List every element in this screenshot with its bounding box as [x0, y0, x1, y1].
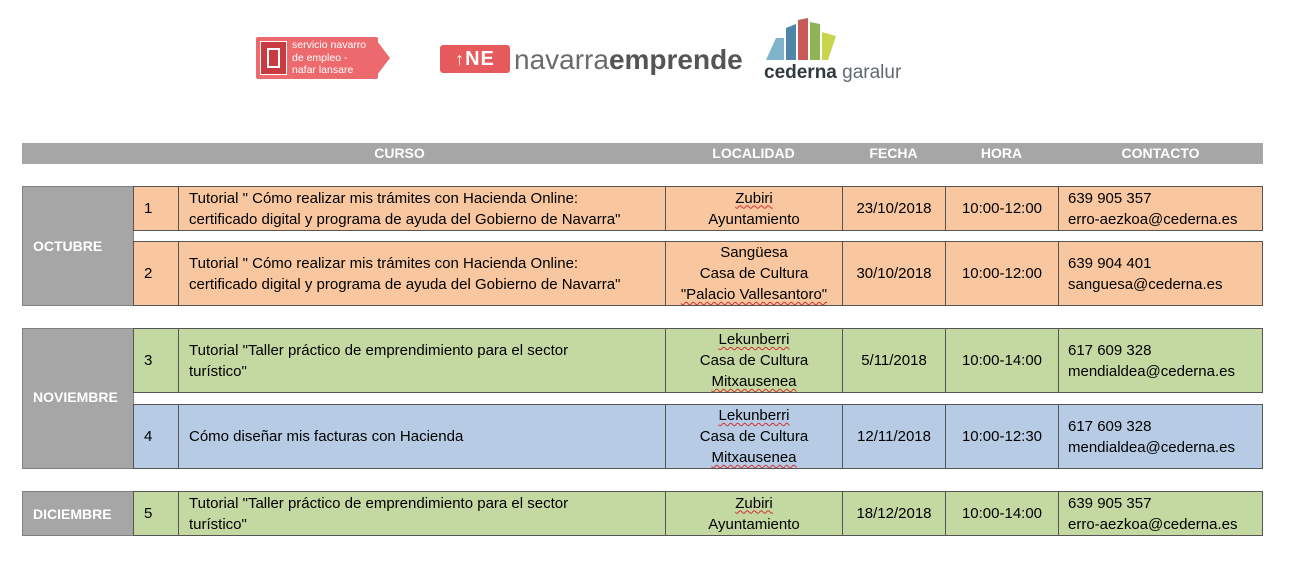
month-label-diciembre: DICIEMBRE	[22, 491, 134, 536]
row-number: 2	[134, 242, 179, 305]
contact: 639 905 357 erro-aezkoa@cederna.es	[1068, 494, 1238, 533]
contact: 639 904 401 sanguesa@cederna.es	[1068, 254, 1223, 293]
row-number: 4	[134, 405, 179, 468]
table-row	[133, 328, 1263, 393]
date: 23/10/2018	[843, 187, 946, 230]
table-header	[22, 143, 1263, 164]
cederna-bars-icon	[764, 18, 844, 60]
header-contacto: CONTACTO	[1121, 145, 1200, 161]
ne-badge-icon: ↑NE	[440, 45, 510, 73]
header-fecha: FECHA	[869, 145, 918, 161]
contact-email[interactable]: mendialdea@cederna.es	[1068, 438, 1235, 456]
time: 10:00-12:30	[946, 405, 1059, 468]
course-title: Tutorial "Taller práctico de emprendimiento para el sector turístico"	[179, 329, 666, 392]
contact-email[interactable]: erro-aezkoa@cederna.es	[1068, 515, 1238, 533]
cederna-logo-text-regular: garalur	[836, 62, 902, 83]
table-row	[133, 404, 1263, 469]
date: 5/11/2018	[843, 329, 946, 392]
course-title: Tutorial " Cómo realizar mis trámites con Hacienda Online: certificado digital y programa de ayuda del Gobierno de Navarra"	[179, 187, 666, 230]
header-localidad: LOCALIDAD	[712, 145, 795, 161]
contact: 617 609 328 mendialdea@cederna.es	[1068, 417, 1235, 456]
table-row	[133, 186, 1263, 231]
course-title: Cómo diseñar mis facturas con Hacienda	[179, 405, 666, 468]
navarra-crest-icon	[260, 41, 287, 75]
header-curso: CURSO	[374, 145, 425, 161]
sne-logo-line3: nafar lansare	[292, 64, 354, 76]
table-row	[133, 241, 1263, 306]
ne-logo-text-bold: emprende	[608, 44, 743, 75]
time: 10:00-14:00	[946, 492, 1059, 535]
contact-email[interactable]: mendialdea@cederna.es	[1068, 362, 1235, 380]
course-title: Tutorial "Taller práctico de emprendimiento para el sector turístico"	[179, 492, 666, 535]
contact: 617 609 328 mendialdea@cederna.es	[1068, 341, 1235, 380]
header-hora: HORA	[980, 145, 1023, 161]
navarra-emprende-logo	[440, 43, 743, 77]
month-label-octubre: OCTUBRE	[22, 186, 134, 306]
cederna-garalur-logo	[760, 18, 902, 88]
time: 10:00-14:00	[946, 329, 1059, 392]
ne-logo-text-regular: navarra	[514, 44, 609, 75]
course-title: Tutorial " Cómo realizar mis trámites con Hacienda Online: certificado digital y programa de ayuda del Gobierno de Navarra"	[179, 242, 666, 305]
location: Zubiri Ayuntamiento	[666, 187, 843, 230]
date: 18/12/2018	[843, 492, 946, 535]
time: 10:00-12:00	[946, 187, 1059, 230]
location: Sangüesa Casa de Cultura "Palacio Vallesantoro"	[666, 242, 843, 305]
sne-logo-line2: de empleo -	[292, 51, 348, 64]
month-label-noviembre: NOVIEMBRE	[22, 328, 134, 469]
date: 12/11/2018	[843, 405, 946, 468]
location: Lekunberri Casa de Cultura Mitxausenea	[666, 329, 843, 392]
cederna-logo-text-bold: cederna	[764, 62, 837, 83]
servicio-navarro-empleo-logo	[256, 37, 392, 79]
table-row	[133, 491, 1263, 536]
date: 30/10/2018	[843, 242, 946, 305]
contact: 639 905 357 erro-aezkoa@cederna.es	[1068, 189, 1238, 228]
row-number: 5	[134, 492, 179, 535]
row-number: 1	[134, 187, 179, 230]
sne-logo-line1: servicio navarro	[292, 39, 367, 51]
contact-email[interactable]: erro-aezkoa@cederna.es	[1068, 210, 1238, 228]
contact-email[interactable]: sanguesa@cederna.es	[1068, 275, 1223, 293]
location: Lekunberri Casa de Cultura Mitxausenea	[666, 405, 843, 468]
location: Zubiri Ayuntamiento	[666, 492, 843, 535]
time: 10:00-12:00	[946, 242, 1059, 305]
row-number: 3	[134, 329, 179, 392]
